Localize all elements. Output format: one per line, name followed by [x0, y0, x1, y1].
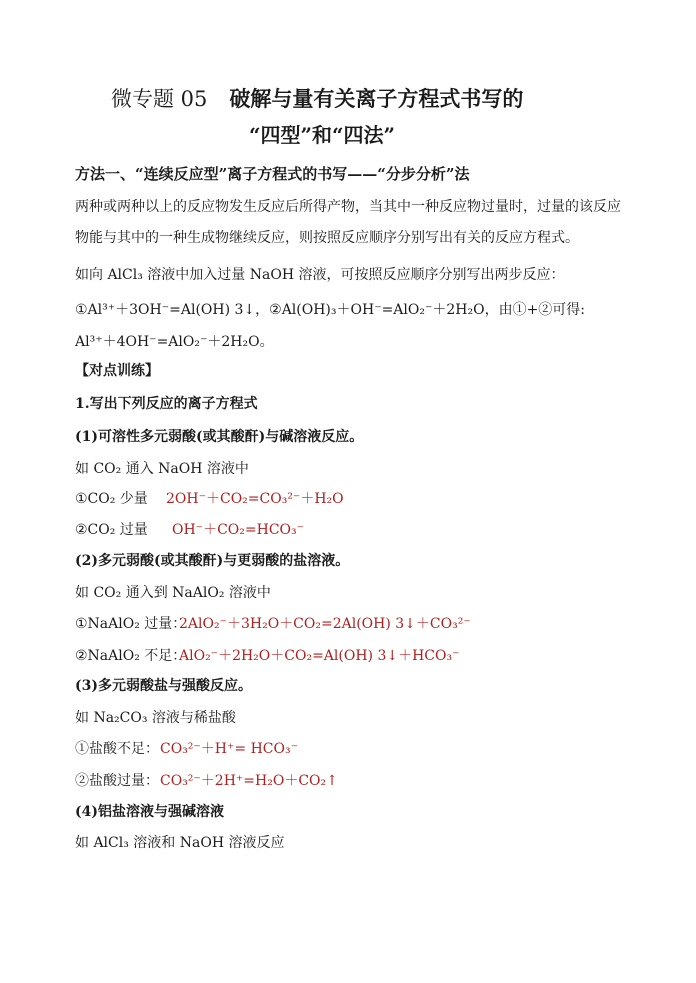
practice-label: 【对点训练】: [75, 363, 159, 379]
part2-example: 如 CO₂ 通入到 NaAlO₂ 溶液中: [75, 585, 271, 601]
part1-heading: (1)可溶性多元弱酸(或其酸酐)与碱溶液反应。: [75, 429, 364, 445]
part1-b-label: ②CO₂ 过量: [75, 522, 148, 538]
question-1: 1.写出下列反应的离子方程式: [75, 396, 258, 412]
method1-example: 如向 AlCl₃ 溶液中加入过量 NaOH 溶液，可按照反应顺序分别写出两步反应：: [75, 267, 565, 283]
part2-b-answer: AlO₂⁻＋2H₂O＋CO₂=Al(OH) 3↓＋HCO₃⁻: [179, 648, 460, 664]
title-prefix: 微专题 05: [111, 87, 208, 111]
part4-example: 如 AlCl₃ 溶液和 NaOH 溶液反应: [75, 835, 285, 851]
part2-a-answer: 2AlO₂⁻＋3H₂O＋CO₂=2Al(OH) 3↓＋CO₃²⁻: [179, 616, 471, 632]
page-title: [111, 86, 523, 112]
page-subtitle: “四型”和“四法”: [249, 123, 396, 147]
part3-b-label: ②盐酸过量：: [75, 773, 159, 789]
part2-a-label: ①NaAlO₂ 过量：: [75, 616, 187, 632]
part3-heading: (3)多元弱酸盐与强酸反应。: [75, 678, 252, 694]
part2-heading: (2)多元弱酸(或其酸酐)与更弱酸的盐溶液。: [75, 553, 350, 569]
part3-example: 如 Na₂CO₃ 溶液与稀盐酸: [75, 710, 236, 726]
part3-b-answer: CO₃²⁻＋2H⁺=H₂O＋CO₂↑: [160, 773, 338, 789]
part2-b-label: ②NaAlO₂ 不足：: [75, 648, 187, 664]
part3-a-label: ①盐酸不足：: [75, 741, 159, 757]
method1-heading: 方法一、“连续反应型”离子方程式的书写——“分步分析”法: [75, 165, 470, 183]
part1-a-answer: 2OH⁻＋CO₂=CO₃²⁻＋H₂O: [166, 491, 344, 507]
method1-intro-line1: 两种或两种以上的反应物发生反应后所得产物，当其中一种反应物过量时，过量的该反应: [75, 199, 621, 215]
part4-heading: (4)铝盐溶液与强碱溶液: [75, 804, 224, 820]
method1-equation-line2: Al³⁺＋4OH⁻=AlO₂⁻＋2H₂O。: [75, 334, 274, 350]
method1-intro-line2: 物能与其中的一种生成物继续反应，则按照反应顺序分别写出有关的反应方程式。: [75, 230, 579, 246]
method1-equation-line1: ①Al³⁺＋3OH⁻=Al(OH) 3↓，②Al(OH)₃＋OH⁻=AlO₂⁻＋2H₂O，由①+②可得:: [75, 302, 586, 318]
part1-b-answer: OH⁻＋CO₂=HCO₃⁻: [172, 522, 305, 538]
part1-a-label: ①CO₂ 少量: [75, 491, 148, 507]
part3-a-answer: CO₃²⁻＋H⁺= HCO₃⁻: [160, 741, 298, 757]
title-main: 破解与量有关离子方程式书写的: [229, 86, 524, 111]
part1-example: 如 CO₂ 通入 NaOH 溶液中: [75, 461, 249, 477]
